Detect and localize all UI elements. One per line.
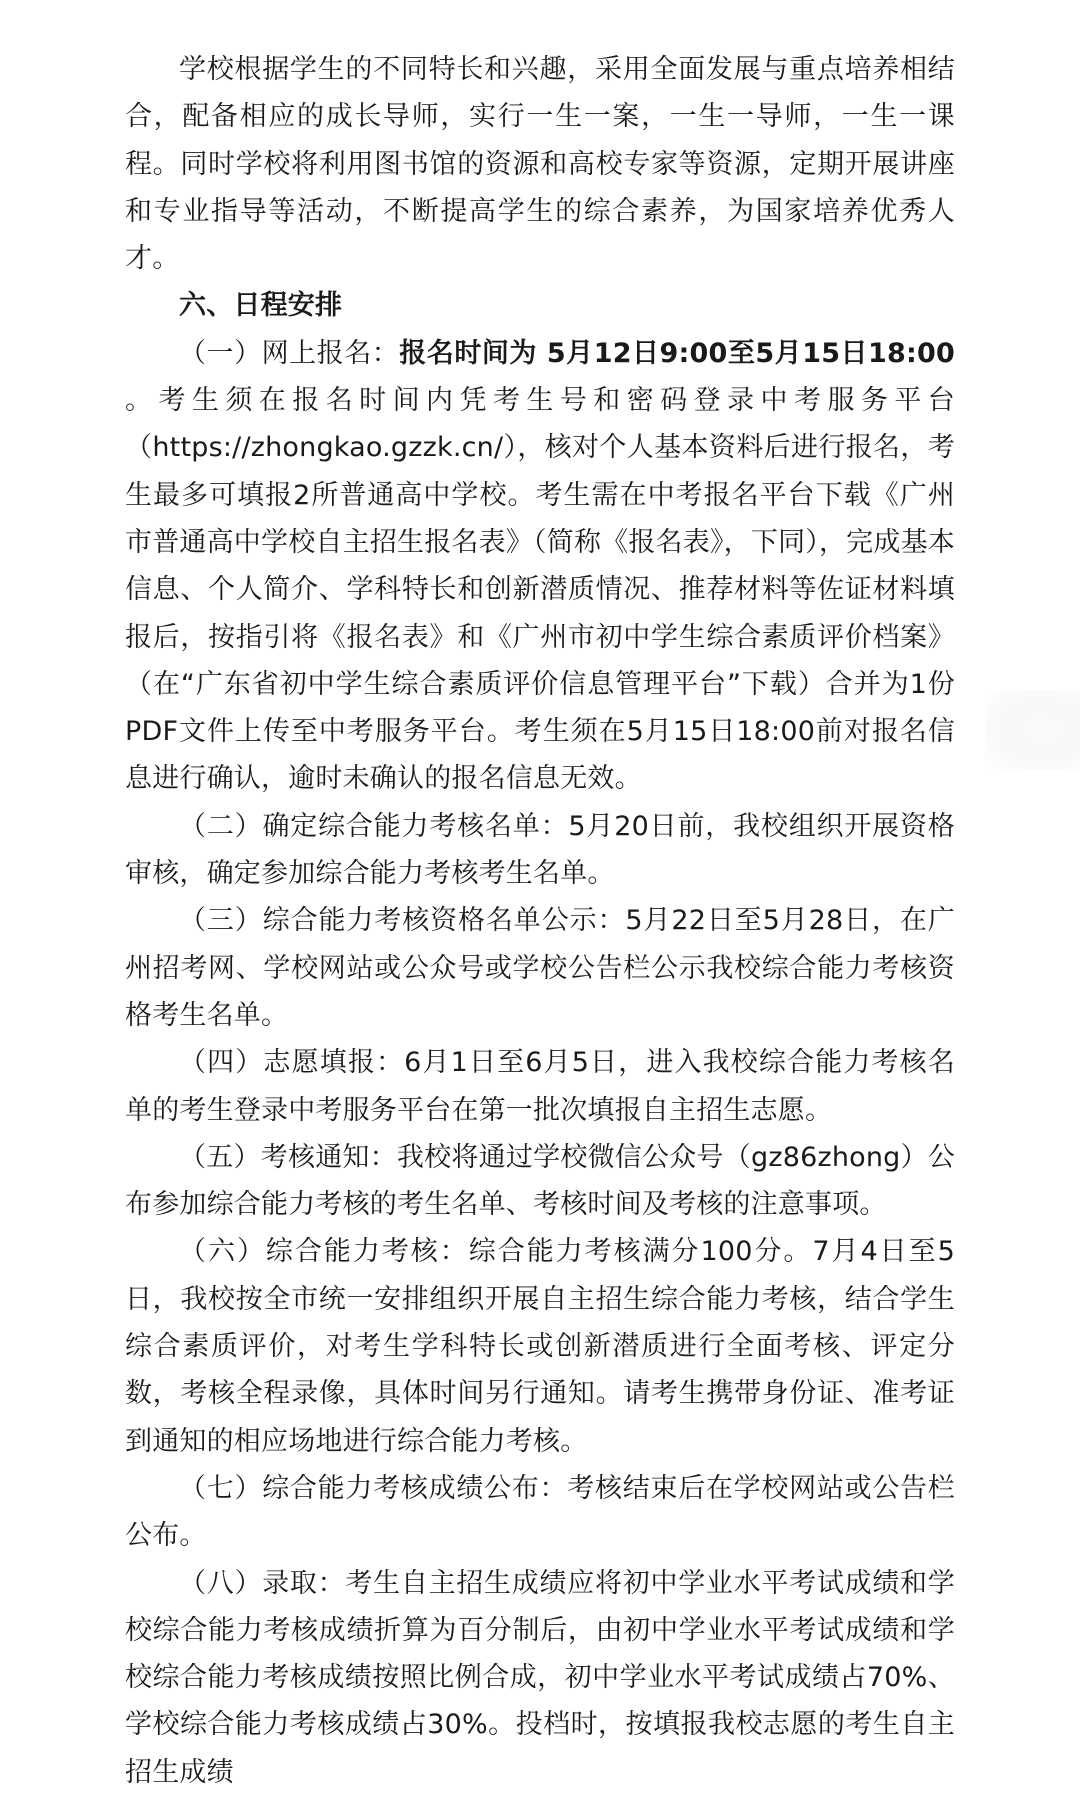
schedule-item-7: （七）综合能力考核成绩公布：考核结束后在学校网站或公告栏公布。 <box>125 1472 955 1552</box>
photo-glare <box>985 690 1080 770</box>
schedule-item-3: （三）综合能力考核资格名单公示：5月22日至5月28日，在广州招考网、学校网站或公众号或学校公告栏公示我校综合能力考核资格考生名单。 <box>125 905 955 1031</box>
schedule-item-2: （二）确定综合能力考核名单：5月20日前，我校组织开展资格审核，确定参加综合能力考核考生名单。 <box>125 810 955 890</box>
registration-time-highlight: 报名时间为 5月12日9:00至5月15日18:00 <box>399 337 955 369</box>
schedule-item-8: （八）录取：考生自主招生成绩应将初中学业水平考试成绩和学校综合能力考核成绩折算为百分制后，由初中学业水平考试成绩和学校综合能力考核成绩按照比例合成，初中学业水平考试成绩占70%、学校综合能力考核成绩占30%。投档时，按填报我校志愿的考生自主招生成绩 <box>125 1567 955 1788</box>
schedule-item-1 <box>125 330 955 803</box>
intro-paragraph: 学校根据学生的不同特长和兴趣，采用全面发展与重点培养相结合，配备相应的成长导师，实行一生一案，一生一导师，一生一课程。同时学校将利用图书馆的资源和高校专家等资源，定期开展讲座和专业指导等活动，不断提高学生的综合素养，为国家培养优秀人才。 <box>125 54 955 275</box>
schedule-item-4: （四）志愿填报：6月1日至6月5日，进入我校综合能力考核名单的考生登录中考服务平台在第一批次填报自主招生志愿。 <box>125 1047 955 1126</box>
document-page <box>125 46 955 1796</box>
schedule-item-1-body: 。考生须在报名时间内凭考生号和密码登录中考服务平台（https://zhongkao.gzzk.cn/），核对个人基本资料后进行报名，考生最多可填报2所普通高中学校。考生需在中考报名平台下载《广州市普通高中学校自主招生报名表》（简称《报名表》，下同），完成基本信息、个人简介、学科特长和创新潜质情况、推荐材料等佐证材料填报后，按指引将《报名表》和《广州市初中学生综合素质评价档案》（在“广东省初中学生综合素质评价信息管理平台”下载）合并为1份PDF文件上传至中考服务平台。考生须在5月15日18:00前对报名信息进行确认，逾时未确认的报名信息无效。 <box>125 385 955 795</box>
schedule-item-6: （六）综合能力考核：综合能力考核满分100分。7月4日至5日，我校按全市统一安排组织开展自主招生综合能力考核，结合学生综合素质评价，对考生学科特长或创新潜质进行全面考核、评定分数，考核全程录像，具体时间另行通知。请考生携带身份证、准考证到通知的相应场地进行综合能力考核。 <box>125 1236 955 1457</box>
schedule-item-5: （五）考核通知：我校将通过学校微信公众号（gz86zhong）公布参加综合能力考核的考生名单、考核时间及考核的注意事项。 <box>125 1141 955 1221</box>
section-heading: 六、日程安排 <box>179 290 343 322</box>
schedule-item-1-label: （一）网上报名： <box>179 337 400 369</box>
